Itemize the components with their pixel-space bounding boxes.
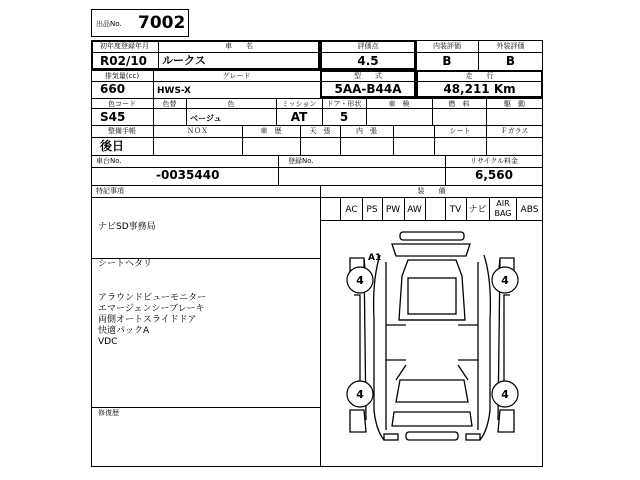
repair-label: 修復歴 — [98, 409, 119, 417]
equipment-navi: ナビ — [468, 205, 487, 215]
manual-label: 整備手帳 — [108, 127, 136, 135]
lot-box — [91, 9, 189, 37]
interior-label: 内装評価 — [433, 42, 461, 50]
score-value: 4.5 — [357, 54, 379, 68]
color-code-value: S45 — [100, 110, 126, 124]
equipment-tv: TV — [449, 205, 462, 215]
note-line-7: VDC — [98, 337, 118, 347]
chassis-value: -0035440 — [156, 168, 220, 182]
car-outline-icon — [350, 232, 514, 440]
color-code-label: 色コード — [108, 100, 136, 108]
seat-label: シート — [449, 127, 471, 135]
tire-fr: 4 — [501, 274, 509, 287]
color-type-label: 色替 — [162, 100, 177, 108]
note-line-5: 両側オートスライドドア — [98, 315, 197, 325]
mission-value: AT — [290, 110, 308, 124]
roof-label: 天 張 — [309, 127, 331, 135]
car-name-label: 車 名 — [225, 42, 253, 50]
mission-label: ミッション — [281, 100, 317, 108]
tire-rr: 4 — [501, 388, 509, 401]
doors-value: 5 — [339, 110, 349, 124]
displacement-value: 660 — [100, 82, 126, 96]
equipment-aw: AW — [407, 205, 422, 215]
special-label: 特記事項 — [96, 187, 124, 195]
drive-label: 駆 動 — [504, 100, 525, 108]
score-label: 評価点 — [357, 42, 379, 50]
equipment-ac: AC — [345, 205, 358, 215]
damage-diagram — [320, 220, 543, 467]
exterior-label: 外装評価 — [496, 42, 525, 50]
lot-number: 7002 — [138, 13, 186, 33]
car-name-value: ルークス — [162, 54, 206, 67]
note-line-2: シートヘタリ — [98, 259, 153, 269]
equipment-abs: ABS — [520, 205, 539, 215]
note-line-4: エマージェンシーブレーキ — [98, 304, 205, 314]
nox-label: ＮＯＸ — [187, 127, 208, 135]
chassis-label: 車台No. — [96, 157, 122, 165]
displacement-label: 排気量(cc) — [104, 72, 140, 80]
capacity-label: 車 検 — [388, 100, 410, 108]
tire-fl: 4 — [356, 274, 364, 287]
tire-markers — [347, 267, 518, 407]
reg-no-label: 登録No. — [288, 157, 314, 165]
equipment-airbag: AIR BAG — [494, 199, 512, 218]
note-line-1: ナビSD事務局 — [98, 222, 156, 232]
first-reg-label: 初年度登録年月 — [100, 42, 149, 50]
grade-value: HWS-X — [157, 86, 191, 96]
first-reg-value: R02/10 — [100, 54, 148, 68]
mileage-value: 48,211 Km — [443, 82, 516, 96]
model-label: 型 式 — [354, 72, 382, 80]
exterior-value: B — [505, 54, 516, 68]
recycle-label: リサイクル料金 — [469, 157, 519, 165]
history-label: 車 歴 — [260, 127, 282, 135]
manual-value: 後日 — [100, 139, 125, 153]
equipment-ps: PS — [366, 205, 378, 215]
recycle-value: 6,560 — [475, 168, 513, 182]
interior-value: B — [442, 54, 452, 68]
grade-label: グレード — [222, 72, 251, 80]
glass-label: Ｆガラス — [500, 127, 529, 135]
note-line-6: 快適パックA — [98, 326, 150, 336]
equipment-pw: PW — [385, 205, 401, 215]
tire-rl: 4 — [356, 388, 364, 401]
color-value: ベージュ — [190, 114, 222, 123]
damage-a1: A1 — [368, 253, 382, 263]
color-label: 色 — [227, 100, 235, 108]
lot-label: 出品No. — [96, 20, 122, 28]
fuel-label: 燃 料 — [448, 100, 470, 108]
mileage-label: 走 行 — [465, 72, 494, 80]
model-value: 5AA-B44A — [334, 82, 402, 96]
interior2-label: 内 張 — [356, 127, 377, 135]
equipment-label: 装 備 — [417, 187, 446, 195]
note-line-3: アラウンドビューモニター — [98, 293, 207, 303]
doors-label: ドア・形状 — [326, 100, 362, 108]
